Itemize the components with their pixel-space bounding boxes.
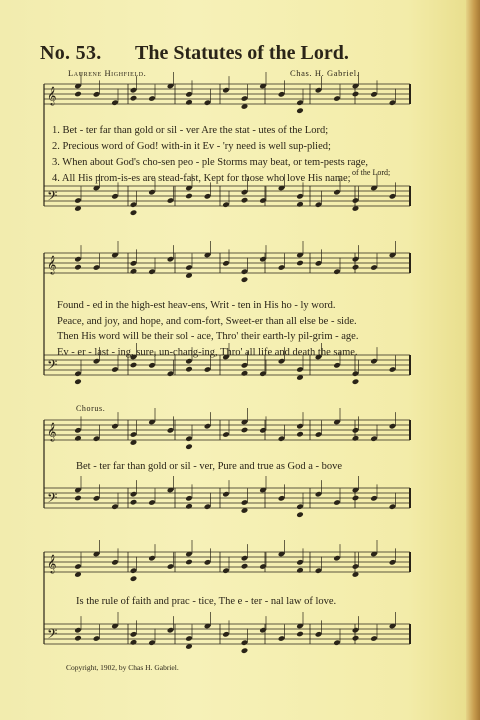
svg-text:𝄞: 𝄞 (47, 554, 57, 573)
end-note: of the Lord; (352, 168, 391, 177)
verse-line: 2. Precious word of God! with-in it Ev - 'ry need is well sup-plied; (52, 141, 331, 152)
copyright-notice: Copyright, 1902, by Chas H. Gabriel. (66, 663, 179, 672)
chorus-lyric-line: Bet - ter far than gold or sil - ver, Pure and true as God a - bove (76, 461, 343, 472)
svg-text:𝄢: 𝄢 (47, 626, 58, 645)
verse-line: Found - ed in the high-est heav-ens, Writ - ten in His ho - ly word. (57, 300, 336, 311)
composer-credit: Chas. H. Gabriel. (290, 68, 360, 78)
svg-text:𝄞: 𝄞 (47, 422, 57, 441)
svg-text:𝄢: 𝄢 (47, 188, 58, 207)
svg-text:𝄢: 𝄢 (47, 357, 58, 376)
chorus-lyric-line: Is the rule of faith and prac - tice, The e - ter - nal law of love. (76, 596, 337, 607)
verse-line: Ev - er - last - ing, sure, un-chang-ing, Thro' all life and death the same. (57, 346, 358, 358)
verse-line: 3. When about God's cho-sen peo - ple Storms may beat, or tem-pests rage, (52, 157, 369, 168)
verse-line: Peace, and joy, and hope, and com-fort, Sweet-er than all else be - side. (57, 315, 357, 327)
verse-line: 1. Bet - ter far than gold or sil - ver Are the stat - utes of the Lord; (52, 125, 329, 136)
verses-part-2 (57, 298, 417, 360)
svg-text:𝄞: 𝄞 (47, 255, 57, 274)
verses-part-1 (52, 123, 412, 187)
hymn-number: No. 53. (40, 42, 102, 64)
verse-line: Then His word will be their sol - ace, Thro' their earth-ly pil-grim - age. (57, 331, 359, 342)
chorus-label: Chorus. (76, 404, 106, 413)
svg-text:𝄞: 𝄞 (47, 86, 57, 105)
lyricist-credit: Laurene Highfield. (68, 68, 147, 78)
verse-line: 4. All His prom-is-es are stead-fast, Kept for those who love His name; (52, 173, 351, 184)
hymn-title: The Statutes of the Lord. (135, 42, 349, 64)
svg-text:𝄢: 𝄢 (47, 490, 58, 509)
